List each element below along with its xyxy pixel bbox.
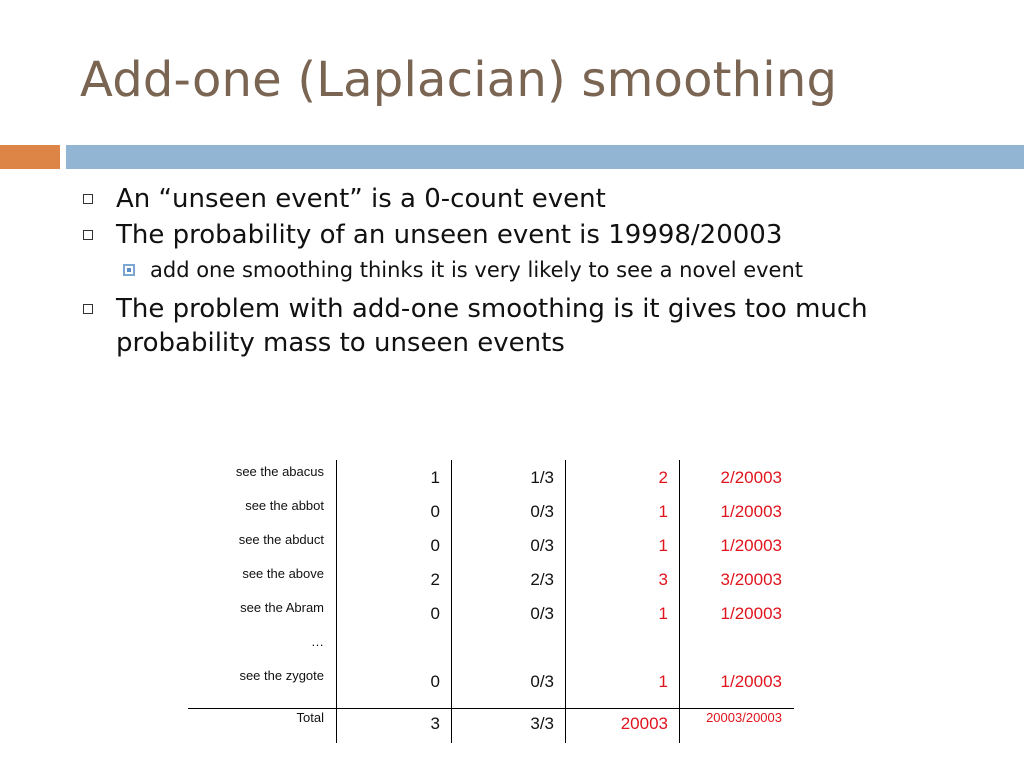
count-cell: 2 [430,570,440,589]
add-one-count-cell: 1 [658,536,668,555]
row-label: see the abduct [238,532,324,547]
count-cell: 0 [430,502,440,521]
bullet-item [80,292,960,360]
sub-bullet-text: add one smoothing thinks it is very likely to see a novel event [150,258,804,282]
row-label: see the above [242,566,324,581]
add-one-probability-cell: 1/20003 [720,604,782,623]
accent-bar-blue [66,145,1024,169]
accent-bar-orange [0,145,60,169]
add-one-count-cell: 1 [658,502,668,521]
add-one-probability-cell: 20003/20003 [706,710,782,725]
add-one-count-cell: 1 [658,672,668,691]
count-cell: 0 [430,672,440,691]
add-one-count-cell: 1 [658,604,668,623]
row-label: … [311,634,324,649]
bullet-text: The problem with add-one smoothing is it gives too much probability mass to unseen events [116,294,868,358]
probability-cell: 0/3 [530,502,554,521]
count-cell: 0 [430,604,440,623]
total-divider [188,708,794,709]
probability-cell: 0/3 [530,672,554,691]
add-one-count-cell: 20003 [620,714,668,733]
row-label: see the abacus [235,464,324,479]
row-label: see the zygote [239,668,324,683]
count-cell: 1 [430,468,440,487]
bullet-text: The probability of an unseen event is 19998/20003 [116,220,783,250]
table-divider [336,460,337,743]
filled-square-bullet-icon [123,264,135,276]
add-one-probability-cell: 3/20003 [720,570,782,589]
add-one-probability-cell: 1/20003 [720,502,782,521]
bullet-item [80,182,960,216]
bullet-list [80,182,960,362]
table-divider [679,460,680,743]
square-bullet-icon [83,230,93,240]
row-label: see the abbot [245,498,324,513]
add-one-probability-cell: 1/20003 [720,536,782,555]
probability-cell: 1/3 [530,468,554,487]
count-cell: 0 [430,536,440,555]
add-one-probability-cell: 2/20003 [720,468,782,487]
add-one-count-cell: 3 [658,570,668,589]
add-one-count-cell: 2 [658,468,668,487]
probability-cell: 2/3 [530,570,554,589]
count-cell: 3 [430,714,440,733]
probability-cell: 0/3 [530,604,554,623]
table-divider [565,460,566,743]
slide-title: Add-one (Laplacian) smoothing [80,52,838,108]
total-label: Total [296,710,324,725]
row-label: see the Abram [240,600,324,615]
smoothing-table [188,460,794,743]
probability-cell: 0/3 [530,536,554,555]
probability-cell: 3/3 [530,714,554,733]
sub-bullet-item [80,254,960,286]
bullet-item [80,218,960,252]
add-one-probability-cell: 1/20003 [720,672,782,691]
bullet-text: An “unseen event” is a 0-count event [116,184,606,214]
square-bullet-icon [83,304,93,314]
square-bullet-icon [83,194,93,204]
table-divider [451,460,452,743]
